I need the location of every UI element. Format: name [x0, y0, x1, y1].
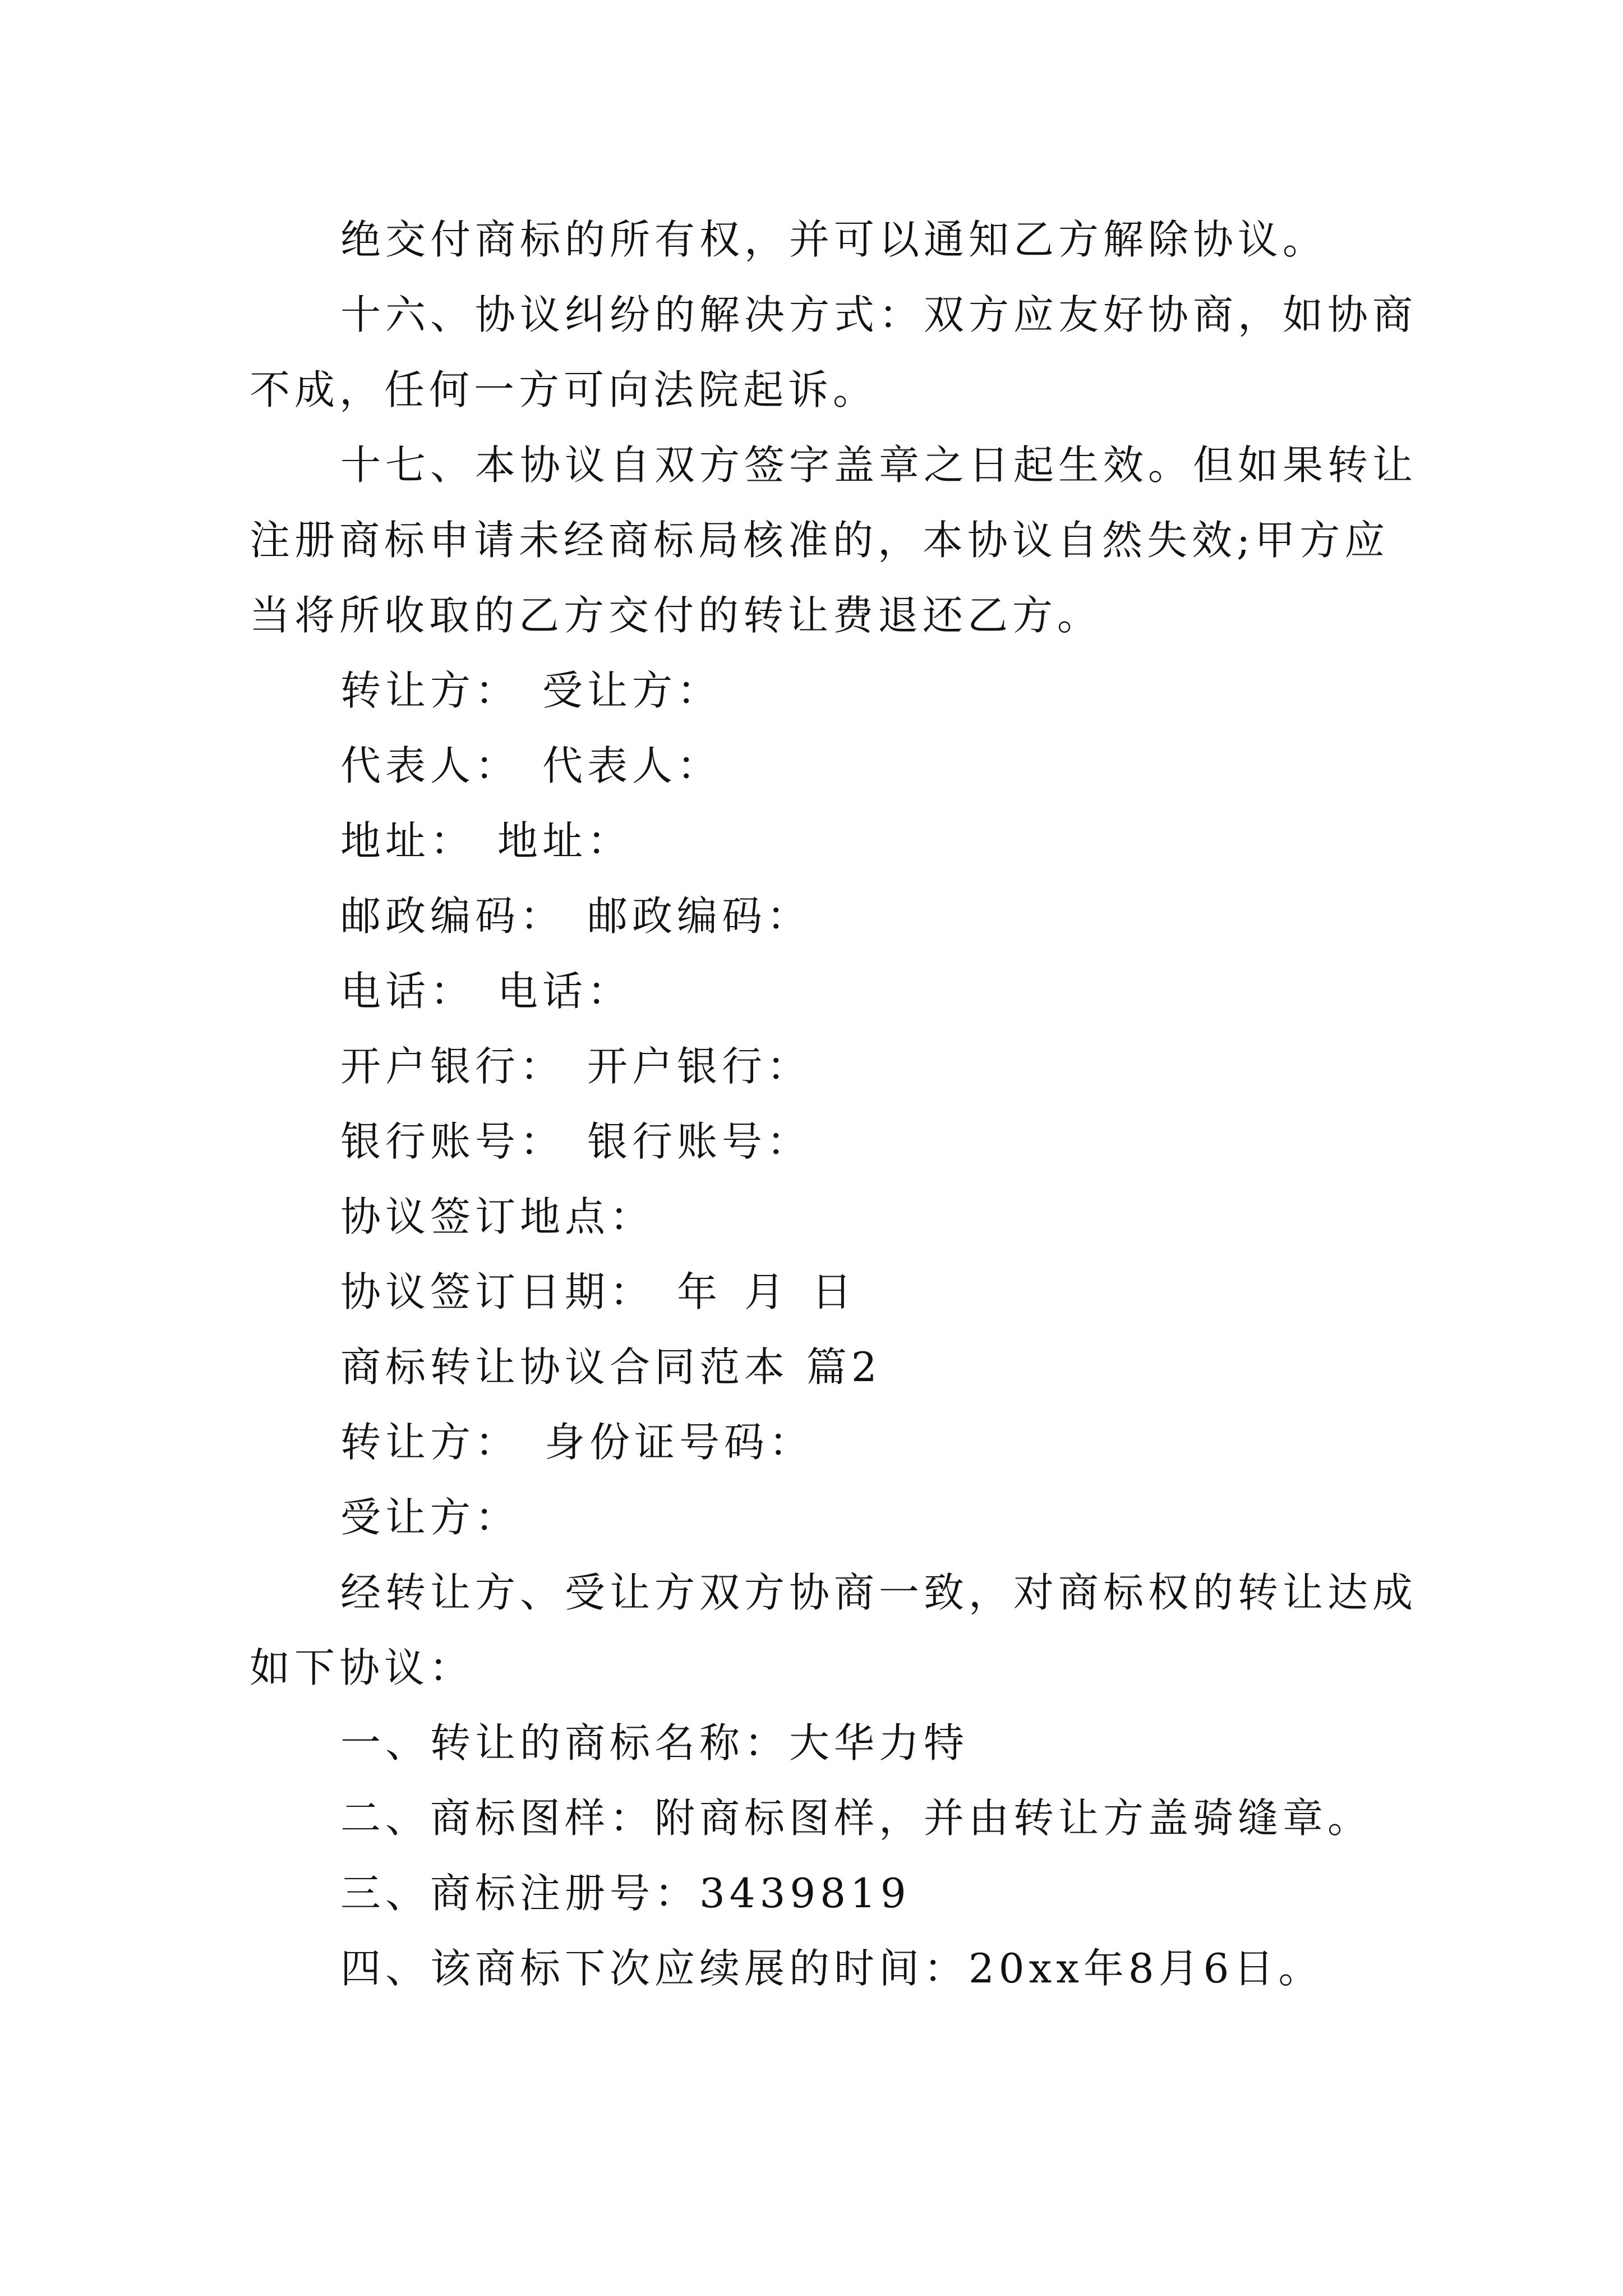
signing-date-day: 日	[811, 1268, 857, 1315]
clause-16-line-2: 不成，任何一方可向法院起诉。	[250, 366, 878, 413]
section-2-intro-line-1: 经转让方、受让方双方协商一致，对商标权的转让达成	[340, 1569, 1418, 1616]
signing-date	[250, 1254, 1388, 1329]
field-phone-left: 电话：	[340, 968, 476, 1015]
field-representative-right: 代表人：	[542, 742, 722, 789]
field-account-right: 银行账号：	[587, 1118, 812, 1165]
field-row-postcode	[250, 878, 1388, 954]
field-row-parties	[250, 653, 1388, 728]
field-postcode-left: 邮政编码：	[340, 892, 565, 940]
clause-15-continued: 绝交付商标的所有权，并可以通知乙方解除协议。	[340, 216, 1328, 263]
field-representative-left: 代表人：	[340, 742, 520, 789]
field-postcode-right: 邮政编码：	[587, 892, 812, 940]
field-address-left: 地址：	[340, 817, 476, 864]
field-bank-right: 开户银行：	[587, 1043, 812, 1090]
section-2-title: 商标转让协议合同范本 篇2	[340, 1343, 882, 1391]
clause-16-line-1: 十六、协议纠纷的解决方式：双方应友好协商，如协商	[340, 291, 1418, 338]
signing-date-month: 月	[744, 1268, 790, 1315]
signing-date-year: 年	[677, 1268, 722, 1315]
field-transferee: 受让方：	[542, 667, 722, 714]
section-2-clause-4: 四、该商标下次应续展的时间：20xx年8月6日。	[340, 1945, 1324, 1992]
clause-17-line-3: 当将所收取的乙方交付的转让费退还乙方。	[250, 592, 1103, 639]
section-2-clause-1: 一、转让的商标名称：大华力特	[340, 1719, 969, 1766]
field-address-right: 地址：	[497, 817, 633, 864]
section-2-transferee: 受让方：	[340, 1494, 520, 1541]
clause-17-line-1: 十七、本协议自双方签字盖章之日起生效。但如果转让	[340, 441, 1418, 489]
document-body	[250, 202, 1418, 2006]
field-row-address	[250, 803, 1388, 878]
section-2-clause-2: 二、商标图样：附商标图样，并由转让方盖骑缝章。	[340, 1795, 1373, 1842]
section-2-transferor: 转让方： 身份证号码：	[340, 1419, 814, 1466]
field-row-representative	[250, 728, 1388, 803]
signing-date-label: 协议签订日期：	[340, 1268, 655, 1315]
section-2-clause-3: 三、商标注册号：3439819	[340, 1870, 911, 1917]
field-bank-left: 开户银行：	[340, 1043, 565, 1090]
field-transferor: 转让方：	[340, 667, 520, 714]
field-row-phone	[250, 954, 1388, 1029]
signing-place: 协议签订地点：	[340, 1193, 655, 1240]
clause-17-line-2: 注册商标申请未经商标局核准的，本协议自然失效;甲方应	[250, 517, 1390, 564]
field-row-bank	[250, 1029, 1388, 1104]
field-account-left: 银行账号：	[340, 1118, 565, 1165]
field-phone-right: 电话：	[497, 968, 633, 1015]
section-2-intro-line-2: 如下协议：	[250, 1644, 474, 1691]
field-row-account	[250, 1104, 1388, 1179]
